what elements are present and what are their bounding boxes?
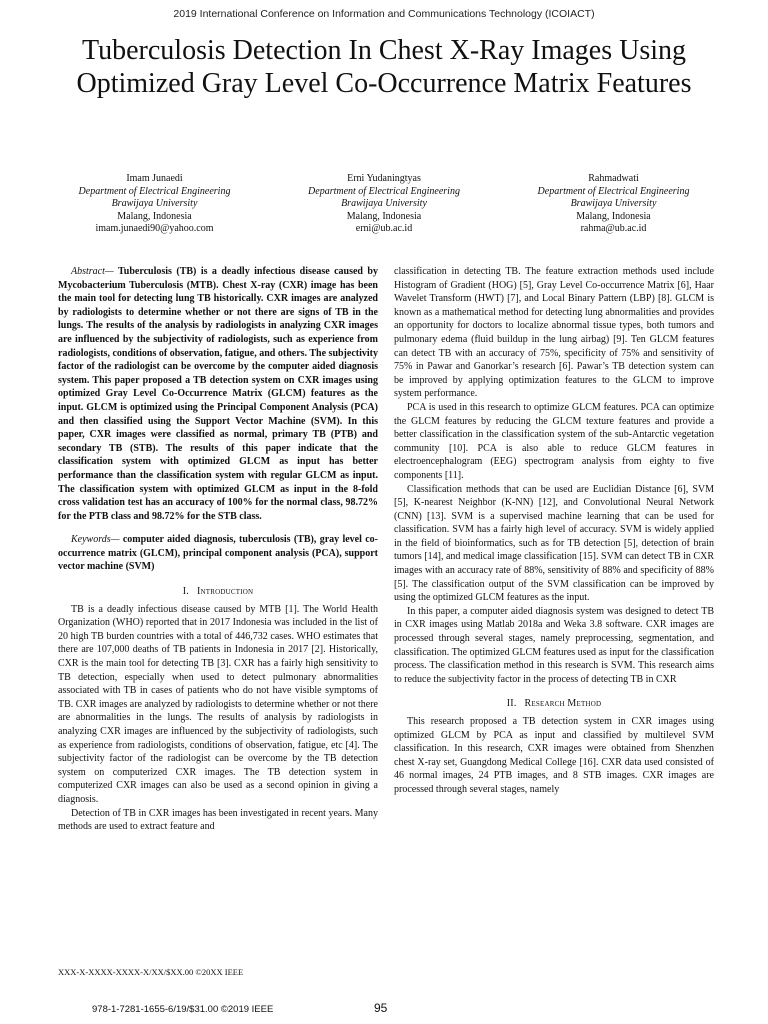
keywords-text: computer aided diagnosis, tuberculosis (TB), gray level co-occurrence matrix (GLCM), principal component analysis (PCA), support vector machine (SVM) bbox=[58, 534, 378, 573]
abstract bbox=[58, 265, 378, 523]
author-location: Malang, Indonesia bbox=[346, 210, 422, 222]
section-title: Research Method bbox=[524, 698, 602, 710]
section-heading-research-method bbox=[394, 697, 714, 711]
paragraph: In this paper, a computer aided diagnosis system was designed to detect TB in CXR images using Matlab 2018a and Weka 3.8 software. CXR images are processed through several stages, namely preprocessing, segmentation, and classification. The optimized GLCM features used as input for the classification process. The classification method in this research is SVM. This research aims to reduce the subjectivity factor in the process of detecting TB in CXR bbox=[394, 605, 715, 685]
author-3 bbox=[499, 173, 728, 236]
section-heading-introduction bbox=[58, 585, 378, 599]
paragraph: TB is a deadly infectious disease caused by MTB [1]. The World Health Organization (WHO) reported that in 2017 Indonesia was included in the list of 20 high TB burden countries with a total of 446,732 cases. WHO estimates that there are 107,000 deaths of TB patients in Indonesia in 2017 [2]. Historically, CXR is the main tool for detecting TB [3]. CXR has a fairly high sensitivity to TB detection, especially when used to detect pulmonary abnormalities associated with TB in cases of patients who do not have visible symptoms of TB. CXR images are analyzed by radiologists to determine whether or not there are abnormalities in the lungs. The results of analysis by radiologists in analyzing CXR images are influenced by the subjectivity of radiologists, such as experience from radiologists, conditions of observation, fatigue, etc [4]. The subjectivity factor of the radiologist can be overcome by the TB detection system on computerized CXR images. The TB detection system in computerized CXR images can also be used as a second opinion in giving a diagnosis. bbox=[58, 603, 378, 805]
section-number: I. bbox=[182, 586, 189, 598]
author-department: Department of Electrical Engineering bbox=[308, 185, 460, 197]
author-location: Malang, Indonesia bbox=[117, 210, 192, 222]
section-title: Introduction bbox=[196, 586, 254, 598]
author-university: Brawijaya University bbox=[341, 198, 427, 209]
keywords-label: Keywords— bbox=[71, 534, 120, 546]
paragraph: classification in detecting TB. The feature extraction methods used include Histogram of Gradient (HOG) [5], Gray Level Co-occurrence Matrix [6], Haar Wavelet Transform (HWT) [7], and Local Binary Pattern (LBP) [8]. GLCM is known as a mathematical method for detecting lung abnormalities and provides an opportunity for doctors to localize abnormal tissue types, both tumors and pulmonary edema (fluid buildup in the lung airbag) [9]. Ten GLCM features can detect TB with an accuracy of 75%, specificity of 75% and sensitivity of 75% in Pawar and Ganorkar’s research [6]. Pawar’s TB detection system can be improved by applying optimization features to the GLCM to improve system performance. bbox=[394, 266, 714, 400]
author-1 bbox=[40, 173, 269, 236]
paragraph: PCA is used in this research to optimize GLCM features. PCA can optimize the GLCM features by reducing the GLCM texture features and provide a better classification in the classification system of the sub-Antarctic vegetation community [10]. PCA is also able to reduce GLCM features in electroencephalogram (EEG) spectrogram analysis from eighty to five components [11]. bbox=[394, 401, 714, 481]
section-number: II. bbox=[506, 698, 517, 710]
paper-title: Tuberculosis Detection In Chest X-Ray Images Using Optimized Gray Level Co-Occurrence Matrix Features bbox=[76, 35, 692, 99]
abstract-text: Tuberculosis (TB) is a deadly infectious disease caused by Mycobacterium Tuberculosis (MTB). Chest X-ray (CXR) image has been the main tool for detecting lung TB historically. CXR images are analyzed by radiologists to determine whether or not there are signs of TB in the lungs. The results of the analysis by radiologists in analyzing CXR images are influenced by the subjectivity of radiologists, such as experience from radiologists, conditions of observation, fatigue, and others. The subjectivity factor of the radiologist can be overcome by the computer aided diagnosis system. This paper proposed a TB detection system on CXR images using optimized Gray Level Co-Occurrence Matrix (GLCM) features as the input. GLCM is optimized using the Principal Component Analysis (PCA) and then classified using the Support Vector Machine (SVM). In this paper, CXR images were classified as normal, primary TB (PTB) and secondary TB (STB). The results of this paper indicate that the classification system with optimized GLCM as input has better performance than the classification system with regular GLCM as input. The classification system with optimized GLCM as input in the 8-fold cross validation test has an accuracy of 100% for the normal class, 98.72% for the PTB class and 98.72% for the STB class. bbox=[58, 266, 378, 522]
keywords bbox=[58, 533, 378, 574]
author-name: Erni Yudaningtyas bbox=[347, 173, 421, 184]
author-university: Brawijaya University bbox=[111, 198, 198, 209]
page-number: 95 bbox=[374, 1001, 388, 1015]
footer-isbn: 978-1-7281-1655-6/19/$31.00 ©2019 IEEE bbox=[92, 1004, 274, 1015]
abstract-label: Abstract— bbox=[71, 266, 114, 277]
conference-header: 2019 International Conference on Information and Communications Technology (ICOIACT) bbox=[173, 8, 595, 20]
author-2 bbox=[270, 173, 499, 236]
author-email: erni@ub.ac.id bbox=[355, 223, 413, 234]
author-name: Rahmadwati bbox=[588, 173, 639, 184]
author-email: rahma@ub.ac.id bbox=[580, 223, 647, 234]
author-department: Department of Electrical Engineering bbox=[537, 185, 690, 197]
paragraph: This research proposed a TB detection system in CXR images using optimized GLCM by PCA as input and classified by multilevel SVM classification. In this research, CXR images were obtained from Shenzhen chest X-ray set, Guangdong Medical College [16]. CXR data used consisted of 46 normal images, 24 PTB images, and 8 STB images. CXR images are processed through several stages, namely bbox=[394, 716, 714, 795]
author-university: Brawijaya University bbox=[570, 198, 657, 209]
author-location: Malang, Indonesia bbox=[576, 210, 651, 222]
author-email: imam.junaedi90@yahoo.com bbox=[95, 223, 214, 234]
paragraph: Classification methods that can be used are Euclidian Distance [6], SVM [5], K-nearest Neighbor (K-NN) [12], and Convolutional Neural Network (CNN) [13]. SVM is a supervised machine learning that can be used for classification. SVM has a fairly high level of accuracy. SVM is widely applied in the field of bioinformatics, such as for TB detection [5], detection of brain tumors [14], and medical image classification [15]. SVM can detect TB in CXR images with an accuracy rate of 88%, sensitivity of 88% and specificity of 88% [5]. The classification output of the SVM classification can be improved by using the optimized GLCM features as the input. bbox=[394, 483, 714, 604]
right-column bbox=[394, 265, 714, 797]
footer-copyright-code: XXX-X-XXXX-XXXX-X/XX/$XX.00 ©20XX IEEE bbox=[58, 967, 244, 977]
left-column bbox=[58, 265, 378, 834]
paragraph: Detection of TB in CXR images has been investigated in recent years. Many methods are used to extract feature and bbox=[58, 807, 378, 833]
author-department: Department of Electrical Engineering bbox=[78, 185, 231, 197]
author-name: Imam Junaedi bbox=[126, 173, 183, 184]
author-block bbox=[40, 173, 728, 236]
